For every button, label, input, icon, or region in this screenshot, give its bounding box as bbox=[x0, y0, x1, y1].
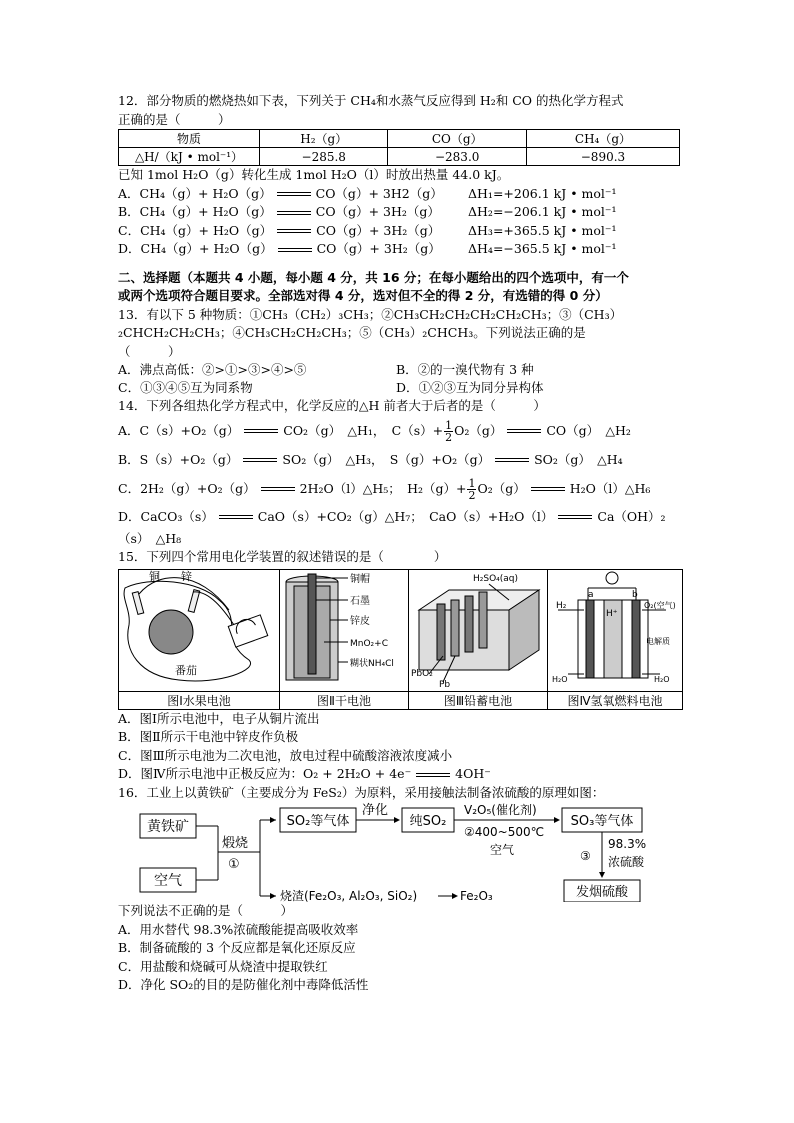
table-row-label: △H/（kJ • mol⁻¹） bbox=[119, 148, 260, 166]
flow-so2-gas: SO₂等气体 bbox=[286, 814, 350, 829]
flow-fe2o3: Fe₂O₃ bbox=[460, 889, 493, 902]
q13-options-row1 bbox=[118, 361, 680, 379]
equal-arrow-icon bbox=[278, 248, 312, 252]
table-cell: −285.8 bbox=[260, 148, 388, 166]
q13-option-d[interactable]: D．①②③互为同分异构体 bbox=[396, 380, 544, 395]
flow-catalyst: V₂O₅(催化剂) bbox=[464, 803, 537, 817]
q16-option-d[interactable]: D．净化 SO₂的目的是防催化剂中毒降低活性 bbox=[118, 977, 369, 992]
q13-stem-line1: 13．有以下 5 种物质：①CH₃（CH₂）₃CH₃；②CH₃CH₂CH₂CH₂CH₂CH₃；③（CH₃） bbox=[118, 306, 623, 322]
flow-oleum: 发烟硫酸 bbox=[575, 885, 629, 900]
label-electrode-a: a bbox=[588, 589, 594, 600]
flow-calcine: 煅烧 bbox=[222, 836, 249, 851]
section2-heading-line1: 二、选择题（本题共 4 小题，每小题 4 分，共 16 分；在每小题给出的四个选项中，有一个 bbox=[118, 269, 629, 285]
q13-options-row2 bbox=[118, 379, 680, 397]
flow-step2: ②400~500℃ bbox=[464, 825, 545, 839]
equal-arrow-icon bbox=[219, 515, 253, 519]
q13-stem-line2: ₂CHCH₂CH₂CH₃；④CH₃CH₂CH₂CH₃；⑤（CH₃）₂CHCH₃。下列说法正确的是 bbox=[118, 325, 586, 340]
flow-purify: 净化 bbox=[362, 803, 389, 818]
flow-acid-name: 浓硫酸 bbox=[608, 855, 645, 869]
flow-pure-so2: 纯SO₂ bbox=[409, 814, 447, 829]
q12-option-a[interactable]: A．CH₄（g）+ H₂O（g） CO（g）+ 3H2（g） ΔH₁=+206.1 kJ • mol⁻¹ bbox=[118, 185, 617, 201]
q12-stem-line2: 正确的是（ ） bbox=[118, 111, 231, 127]
section2-heading-line2: 或两个选项符合题目要求。全部选对得 4 分，选对但不全的得 2 分，有选错的得 0 分） bbox=[118, 288, 608, 303]
fruit-battery-illustration bbox=[119, 570, 279, 688]
q15-option-c[interactable]: C．图Ⅲ所示电池为二次电池，放电过程中硫酸溶液浓度减小 bbox=[118, 747, 453, 763]
equal-arrow-icon bbox=[507, 429, 541, 433]
label-sulfuric-acid: H₂SO₄(aq) bbox=[473, 573, 519, 584]
q16-question: 下列说法不正确的是（ ） bbox=[118, 903, 294, 918]
equal-arrow-icon bbox=[243, 458, 277, 462]
q15-option-a[interactable]: A．图Ⅰ所示电池中，电子从铜片流出 bbox=[118, 710, 320, 726]
q12-option-b[interactable]: B．CH₄（g）+ H₂O（g） CO（g）+ 3H₂（g） ΔH₂=−206.1 kJ • mol⁻¹ bbox=[118, 204, 617, 219]
q12-note: 已知 1mol H₂O（g）转化生成 1mol H₂O（l）时放出热量 44.0 kJ。 bbox=[118, 167, 510, 182]
label-tomato: 番茄 bbox=[175, 663, 197, 677]
q14-option-d[interactable]: D．CaCO₃（s） CaO（s）+CO₂（g）△H₇； CaO（s）+H₂O（l） Ca（OH）₂ bbox=[118, 508, 666, 524]
combustion-heat-table bbox=[118, 129, 680, 166]
q13-option-a[interactable]: A．沸点高低：②>①>③>④>⑤ bbox=[118, 362, 307, 377]
label-graphite: 石墨 bbox=[350, 595, 370, 607]
equal-arrow-icon bbox=[244, 429, 278, 433]
caption-fig3: 图Ⅲ铅蓄电池 bbox=[409, 691, 548, 709]
flow-step3: ③ bbox=[580, 849, 591, 863]
q15-stem: 15．下列四个常用电化学装置的叙述错误的是（ ） bbox=[118, 549, 447, 564]
fig2-dry-cell bbox=[280, 569, 409, 691]
label-h2o-right: H₂O bbox=[654, 674, 670, 684]
q14-stem: 14．下列各组热化学方程式中，化学反应的△H 前者大于后者的是（ ） bbox=[118, 398, 546, 413]
table-header-cell: 物质 bbox=[119, 130, 260, 148]
label-zinc: 锌 bbox=[181, 569, 192, 583]
fig4-fuel-cell bbox=[548, 569, 683, 691]
flow-air2: 空气 bbox=[490, 843, 515, 857]
label-h2o-left: H₂O bbox=[552, 674, 568, 684]
label-hplus: H⁺ bbox=[606, 608, 618, 619]
equal-arrow-icon bbox=[558, 515, 592, 519]
fig3-lead-acid bbox=[409, 569, 548, 691]
label-o2-air: O₂(空气) bbox=[644, 600, 676, 610]
q14-option-c[interactable]: C．2H₂（g）+O₂（g） 2H₂O（l）△H₅； H₂（g）+ $\frac{1}{2}$ O₂（g） H₂O（l）△H₆ bbox=[118, 476, 651, 502]
q12-option-d[interactable]: D．CH₄（g）+ H₂O（g） CO（g）+ 3H₂（g） ΔH₄=−365.5 kJ • mol⁻¹ bbox=[118, 241, 617, 256]
q16-option-b[interactable]: B．制备硫酸的 3 个反应都是氧化还原反应 bbox=[118, 940, 356, 955]
q13-stem-line3: （ ） bbox=[118, 343, 181, 359]
q14-option-b[interactable]: B．S（s）+O₂（g） SO₂（g） △H₃， S（g）+O₂（g） SO₂（g） △H₄ bbox=[118, 451, 623, 467]
table-row bbox=[119, 130, 680, 148]
equal-arrow-icon bbox=[531, 487, 565, 491]
q15-option-d[interactable]: D．图Ⅳ所示电池中正极反应为：O₂ + 2H₂O + 4e⁻ 4OH⁻ bbox=[118, 766, 491, 781]
table-cell: −890.3 bbox=[526, 148, 679, 166]
q16-option-c[interactable]: C．用盐酸和烧碱可从烧渣中提取铁红 bbox=[118, 958, 328, 974]
q12-stem-line1: 12．部分物质的燃烧热如下表，下列关于 CH₄和水蒸气反应得到 H₂和 CO 的热化学方程式 bbox=[118, 93, 624, 108]
q14-option-d-cont: （s） △H₈ bbox=[118, 530, 182, 546]
fuel-cell-illustration bbox=[548, 570, 682, 688]
label-electrode-b: b bbox=[632, 589, 638, 600]
equal-arrow-icon bbox=[277, 211, 311, 215]
q16-option-a[interactable]: A．用水替代 98.3%浓硫酸能提高吸收效率 bbox=[118, 921, 359, 937]
flow-step1: ① bbox=[228, 857, 240, 872]
q16-flowchart bbox=[118, 802, 680, 902]
table-header-cell: H₂（g） bbox=[260, 130, 388, 148]
table-header-cell: CH₄（g） bbox=[526, 130, 679, 148]
label-electrolyte: 电解质 bbox=[646, 636, 670, 646]
equal-arrow-icon bbox=[261, 487, 295, 491]
label-zinc-skin: 锌皮 bbox=[350, 615, 370, 627]
flow-pyrite: 黄铁矿 bbox=[147, 819, 189, 835]
flow-air: 空气 bbox=[154, 873, 182, 889]
flow-so3-gas: SO₃等气体 bbox=[570, 814, 634, 829]
dry-cell-illustration bbox=[280, 570, 408, 688]
label-copper-cap: 铜帽 bbox=[350, 573, 370, 585]
label-paste: 糊状NH₄Cl bbox=[350, 658, 394, 669]
q15-option-b[interactable]: B．图Ⅱ所示干电池中锌皮作负极 bbox=[118, 729, 299, 744]
label-mno2: MnO₂+C bbox=[350, 638, 388, 649]
label-pb: Pb bbox=[439, 679, 451, 688]
equal-arrow-icon bbox=[495, 458, 529, 462]
fraction-half: $\frac{1}{2}$ bbox=[445, 418, 453, 444]
equal-arrow-icon bbox=[277, 229, 311, 233]
table-row bbox=[119, 148, 680, 166]
q16-stem: 16．工业上以黄铁矿（主要成分为 FeS₂）为原料，采用接触法制备浓硫酸的原理如图： bbox=[118, 784, 605, 800]
q15-figure-table bbox=[118, 569, 683, 710]
q13-option-c[interactable]: C．①③④⑤互为同系物 bbox=[118, 380, 253, 395]
q12-option-c[interactable]: C．CH₄（g）+ H₂O（g） CO（g）+ 3H₂（g） ΔH₃=+365.5 kJ • mol⁻¹ bbox=[118, 222, 617, 238]
fig1-fruit-battery bbox=[119, 569, 280, 691]
table-cell: −283.0 bbox=[388, 148, 526, 166]
label-h2: H₂ bbox=[556, 600, 567, 611]
q13-option-b[interactable]: B．②的一溴代物有 3 种 bbox=[396, 362, 534, 377]
q14-option-a[interactable]: A．C（s）+O₂（g） CO₂（g） △H₁， C（s）+ $\frac{1}{2}$ O₂（g） CO（g） △H₂ bbox=[118, 418, 631, 444]
equal-arrow-icon bbox=[277, 192, 311, 196]
lead-acid-illustration bbox=[409, 570, 547, 688]
flow-residue: 烧渣(Fe₂O₃, Al₂O₃, SiO₂) bbox=[280, 889, 418, 902]
caption-fig4: 图Ⅳ氢氧燃料电池 bbox=[548, 691, 683, 709]
equal-arrow-icon bbox=[416, 773, 450, 777]
table-header-cell: CO（g） bbox=[388, 130, 526, 148]
flow-acid-conc: 98.3% bbox=[608, 837, 647, 851]
label-copper: 铜 bbox=[149, 569, 160, 583]
exam-page bbox=[118, 92, 680, 995]
fraction-half: $\frac{1}{2}$ bbox=[468, 476, 476, 502]
label-pbo2: PbO₂ bbox=[411, 668, 433, 679]
caption-fig1: 图Ⅰ水果电池 bbox=[119, 691, 280, 709]
caption-fig2: 图Ⅱ干电池 bbox=[280, 691, 409, 709]
